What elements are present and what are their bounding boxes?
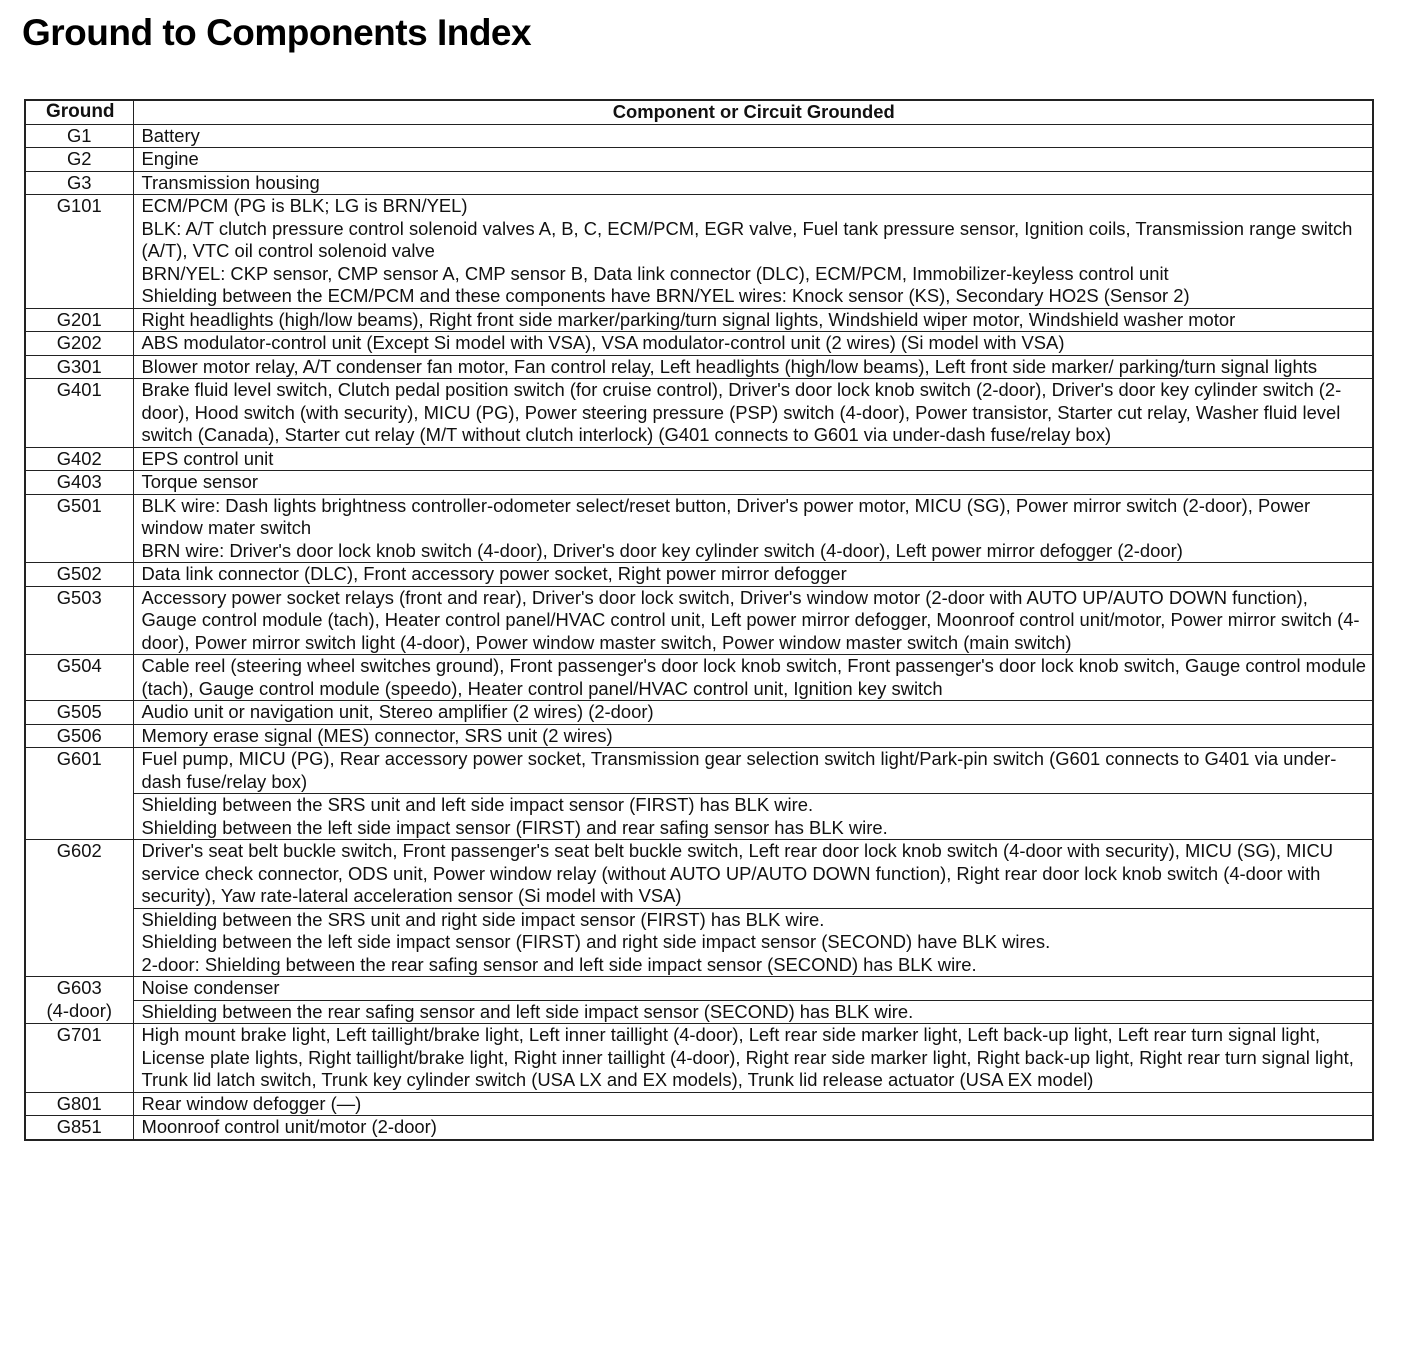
table-row — [25, 308, 1373, 332]
ground-id: G503 — [56, 586, 102, 608]
component-cell — [133, 1092, 1373, 1116]
ground-cell — [25, 148, 133, 172]
component-line: Transmission housing — [141, 171, 320, 193]
ground-id: G801 — [56, 1092, 102, 1114]
component-line: Audio unit or navigation unit, Stereo amplifier (2 wires) (2-door) — [141, 701, 654, 722]
ground-id: G506 — [56, 724, 102, 746]
table-row — [25, 563, 1373, 587]
table-row — [25, 1024, 1373, 1093]
component-line: Battery — [141, 124, 200, 146]
ground-index-table — [24, 99, 1374, 1141]
ground-id: G504 — [56, 655, 102, 676]
ground-cell — [25, 355, 133, 379]
table-row — [25, 701, 1373, 725]
component-line: Right headlights (high/low beams), Right front side marker/parking/turn signal lights, Windshield wiper motor, Windshield washer motor — [141, 308, 1236, 330]
ground-id: G402 — [56, 447, 102, 469]
component-cell — [133, 794, 1373, 840]
component-cell — [133, 148, 1373, 172]
component-line: 2-door: Shielding between the rear safing sensor and left side impact sensor (SECOND) has BLK wire. — [141, 953, 977, 975]
table-row — [25, 332, 1373, 356]
component-cell — [133, 308, 1373, 332]
ground-cell — [25, 724, 133, 748]
component-line: BLK wire: Dash lights brightness controller-odometer select/reset button, Driver's power motor, MICU (SG), Power mirror switch (2-door), Power window mater switch — [141, 494, 1311, 538]
ground-cell — [25, 586, 133, 655]
component-line: Cable reel (steering wheel switches ground), Front passenger's door lock knob switch, Front passenger's door lock knob switch, Gauge control module (tach), Gauge control module (speedo), Heater control panel/HVAC control unit, Ignition key switch — [141, 655, 1366, 699]
ground-cell — [25, 840, 133, 977]
ground-id: G3 — [66, 171, 92, 193]
table-row — [25, 447, 1373, 471]
component-line: Shielding between the left side impact sensor (FIRST) and right side impact sensor (SECOND) have BLK wires. — [141, 931, 1051, 952]
component-line: Engine — [141, 148, 199, 169]
component-cell — [133, 748, 1373, 794]
component-line: High mount brake light, Left taillight/brake light, Left inner taillight (4-door), Left rear side marker light, Left back-up light, Left rear turn signal light, License plate lights, Right taillight/brake light, Right inner taillight (4-door), Right rear side marker light, Right back-up light, Right rear turn signal light, Trunk lid latch switch, Trunk key cylinder switch (USA LX and EX models), Trunk lid release actuator (USA EX model) — [141, 1024, 1354, 1090]
table-row — [25, 124, 1373, 148]
ground-id: G501 — [56, 494, 102, 516]
ground-cell — [25, 471, 133, 495]
ground-id: G403 — [56, 471, 102, 492]
table-row — [25, 840, 1373, 909]
component-cell — [133, 355, 1373, 379]
ground-cell — [25, 447, 133, 471]
ground-id: G202 — [56, 332, 102, 353]
component-line: Torque sensor — [141, 471, 259, 492]
table-row — [25, 977, 1373, 1001]
ground-cell — [25, 1116, 133, 1140]
component-cell — [133, 124, 1373, 148]
component-line: Accessory power socket relays (front and rear), Driver's door lock switch, Driver's window motor (2-door with AUTO UP/AUTO DOWN function), Gauge control module (tach), Heater control panel/HVAC control unit, Left power mirror defogger, Moonroof control unit/motor, Power mirror switch (4-door), Power mirror switch light (4-door), Power window master switch, Power window master switch (main switch) — [141, 586, 1360, 653]
table-row — [25, 171, 1373, 195]
ground-cell — [25, 308, 133, 332]
component-line: ECM/PCM (PG is BLK; LG is BRN/YEL) — [141, 195, 468, 216]
component-cell — [133, 840, 1373, 909]
component-cell — [133, 195, 1373, 309]
component-line: Fuel pump, MICU (PG), Rear accessory power socket, Transmission gear selection switch light/Park-pin switch (G601 connects to G401 via under-dash fuse/relay box) — [141, 748, 1337, 792]
component-cell — [133, 1000, 1373, 1024]
table-row — [25, 471, 1373, 495]
ground-id: G502 — [56, 563, 102, 584]
ground-id: G301 — [56, 355, 102, 377]
table-header-row — [25, 100, 1373, 124]
table-row — [25, 379, 1373, 448]
ground-id: G851 — [56, 1116, 102, 1137]
component-column-header: Component or Circuit Grounded — [133, 100, 1373, 124]
table-row — [25, 1000, 1373, 1024]
component-cell — [133, 563, 1373, 587]
ground-cell — [25, 1092, 133, 1116]
table-row — [25, 908, 1373, 977]
component-line: Moonroof control unit/motor (2-door) — [141, 1116, 437, 1137]
ground-cell — [25, 379, 133, 448]
component-cell — [133, 171, 1373, 195]
component-line: BRN wire: Driver's door lock knob switch (4-door), Driver's door key cylinder switch (4-door), Left power mirror defogger (2-door) — [141, 539, 1183, 561]
component-cell — [133, 1024, 1373, 1093]
ground-id: G602 — [56, 840, 102, 861]
component-cell — [133, 586, 1373, 655]
component-line: EPS control unit — [141, 447, 274, 469]
component-cell — [133, 724, 1373, 748]
ground-cell — [25, 332, 133, 356]
component-cell — [133, 908, 1373, 977]
table-row — [25, 748, 1373, 794]
component-cell — [133, 494, 1373, 563]
ground-cell — [25, 171, 133, 195]
table-row — [25, 794, 1373, 840]
component-cell — [133, 379, 1373, 448]
ground-id: G601 — [56, 748, 102, 769]
component-cell — [133, 1116, 1373, 1140]
table-row — [25, 586, 1373, 655]
ground-id: G401 — [56, 379, 102, 400]
component-cell — [133, 655, 1373, 701]
ground-id: G701 — [56, 1024, 102, 1045]
component-line: ABS modulator-control unit (Except Si model with VSA), VSA modulator-control unit (2 wires) (Si model with VSA) — [141, 332, 1065, 353]
component-line: Brake fluid level switch, Clutch pedal position switch (for cruise control), Driver's door lock knob switch (2-door), Driver's door key cylinder switch (2-door), Hood switch (with security), MICU (PG), Power steering pressure (PSP) switch (4-door), Power transistor, Starter cut relay, Washer fluid level switch (Canada), Starter cut relay (M/T without clutch interlock) (G401 connects to G601 via under-dash fuse/relay box) — [141, 379, 1342, 445]
ground-cell — [25, 701, 133, 725]
ground-cell — [25, 563, 133, 587]
component-cell — [133, 447, 1373, 471]
table-row — [25, 1092, 1373, 1116]
table-row — [25, 195, 1373, 309]
ground-id: G101 — [56, 195, 102, 216]
component-line: Memory erase signal (MES) connector, SRS unit (2 wires) — [141, 724, 613, 746]
ground-cell — [25, 977, 133, 1024]
component-line: Blower motor relay, A/T condenser fan motor, Fan control relay, Left headlights (high/low beams), Left front side marker/ parking/turn signal lights — [141, 355, 1318, 377]
table-body — [25, 124, 1373, 1140]
component-line: BRN/YEL: CKP sensor, CMP sensor A, CMP sensor B, Data link connector (DLC), ECM/PCM, Immobilizer-keyless control unit — [141, 262, 1169, 284]
ground-cell — [25, 124, 133, 148]
ground-id: G505 — [56, 701, 102, 722]
ground-cell — [25, 195, 133, 309]
component-line: Driver's seat belt buckle switch, Front passenger's seat belt buckle switch, Left rear door lock knob switch (4-door with security), MICU (SG), MICU service check connector, ODS unit, Power window relay (without AUTO UP/AUTO DOWN function), Right rear door lock knob switch (4-door with security), Yaw rate-lateral acceleration sensor (Si model with VSA) — [141, 840, 1334, 906]
page-title: Ground to Components Index — [22, 12, 532, 53]
component-line: Shielding between the ECM/PCM and these components have BRN/YEL wires: Knock sensor (KS), Secondary HO2S (Sensor 2) — [141, 285, 1190, 306]
ground-id: G1 — [66, 124, 92, 146]
ground-id: G603 — [56, 977, 102, 998]
ground-cell — [25, 1024, 133, 1093]
table-row — [25, 355, 1373, 379]
component-line: Shielding between the SRS unit and left side impact sensor (FIRST) has BLK wire. — [141, 794, 814, 815]
component-cell — [133, 977, 1373, 1001]
component-line: Rear window defogger (—) — [141, 1092, 362, 1114]
component-cell — [133, 332, 1373, 356]
ground-cell — [25, 494, 133, 563]
ground-cell — [25, 655, 133, 701]
ground-column-header: Ground — [25, 100, 133, 124]
component-line: Noise condenser — [141, 977, 280, 998]
component-line: BLK: A/T clutch pressure control solenoid valves A, B, C, ECM/PCM, EGR valve, Fuel tank pressure sensor, Ignition coils, Transmission range switch (A/T), VTC oil control solenoid valve — [141, 217, 1353, 261]
ground-id: G2 — [66, 148, 92, 169]
table-row — [25, 494, 1373, 563]
table-row — [25, 724, 1373, 748]
component-cell — [133, 701, 1373, 725]
table-row — [25, 148, 1373, 172]
ground-note: (4-door) — [46, 999, 112, 1021]
table-row — [25, 1116, 1373, 1140]
component-line: Shielding between the rear safing sensor and left side impact sensor (SECOND) has BLK wire. — [141, 1000, 914, 1022]
component-line: Shielding between the left side impact sensor (FIRST) and rear safing sensor has BLK wire. — [141, 816, 888, 838]
ground-cell — [25, 748, 133, 840]
component-line: Data link connector (DLC), Front accessory power socket, Right power mirror defogger — [141, 563, 847, 584]
component-line: Shielding between the SRS unit and right side impact sensor (FIRST) has BLK wire. — [141, 908, 825, 930]
table-row — [25, 655, 1373, 701]
component-cell — [133, 471, 1373, 495]
ground-id: G201 — [56, 308, 102, 330]
